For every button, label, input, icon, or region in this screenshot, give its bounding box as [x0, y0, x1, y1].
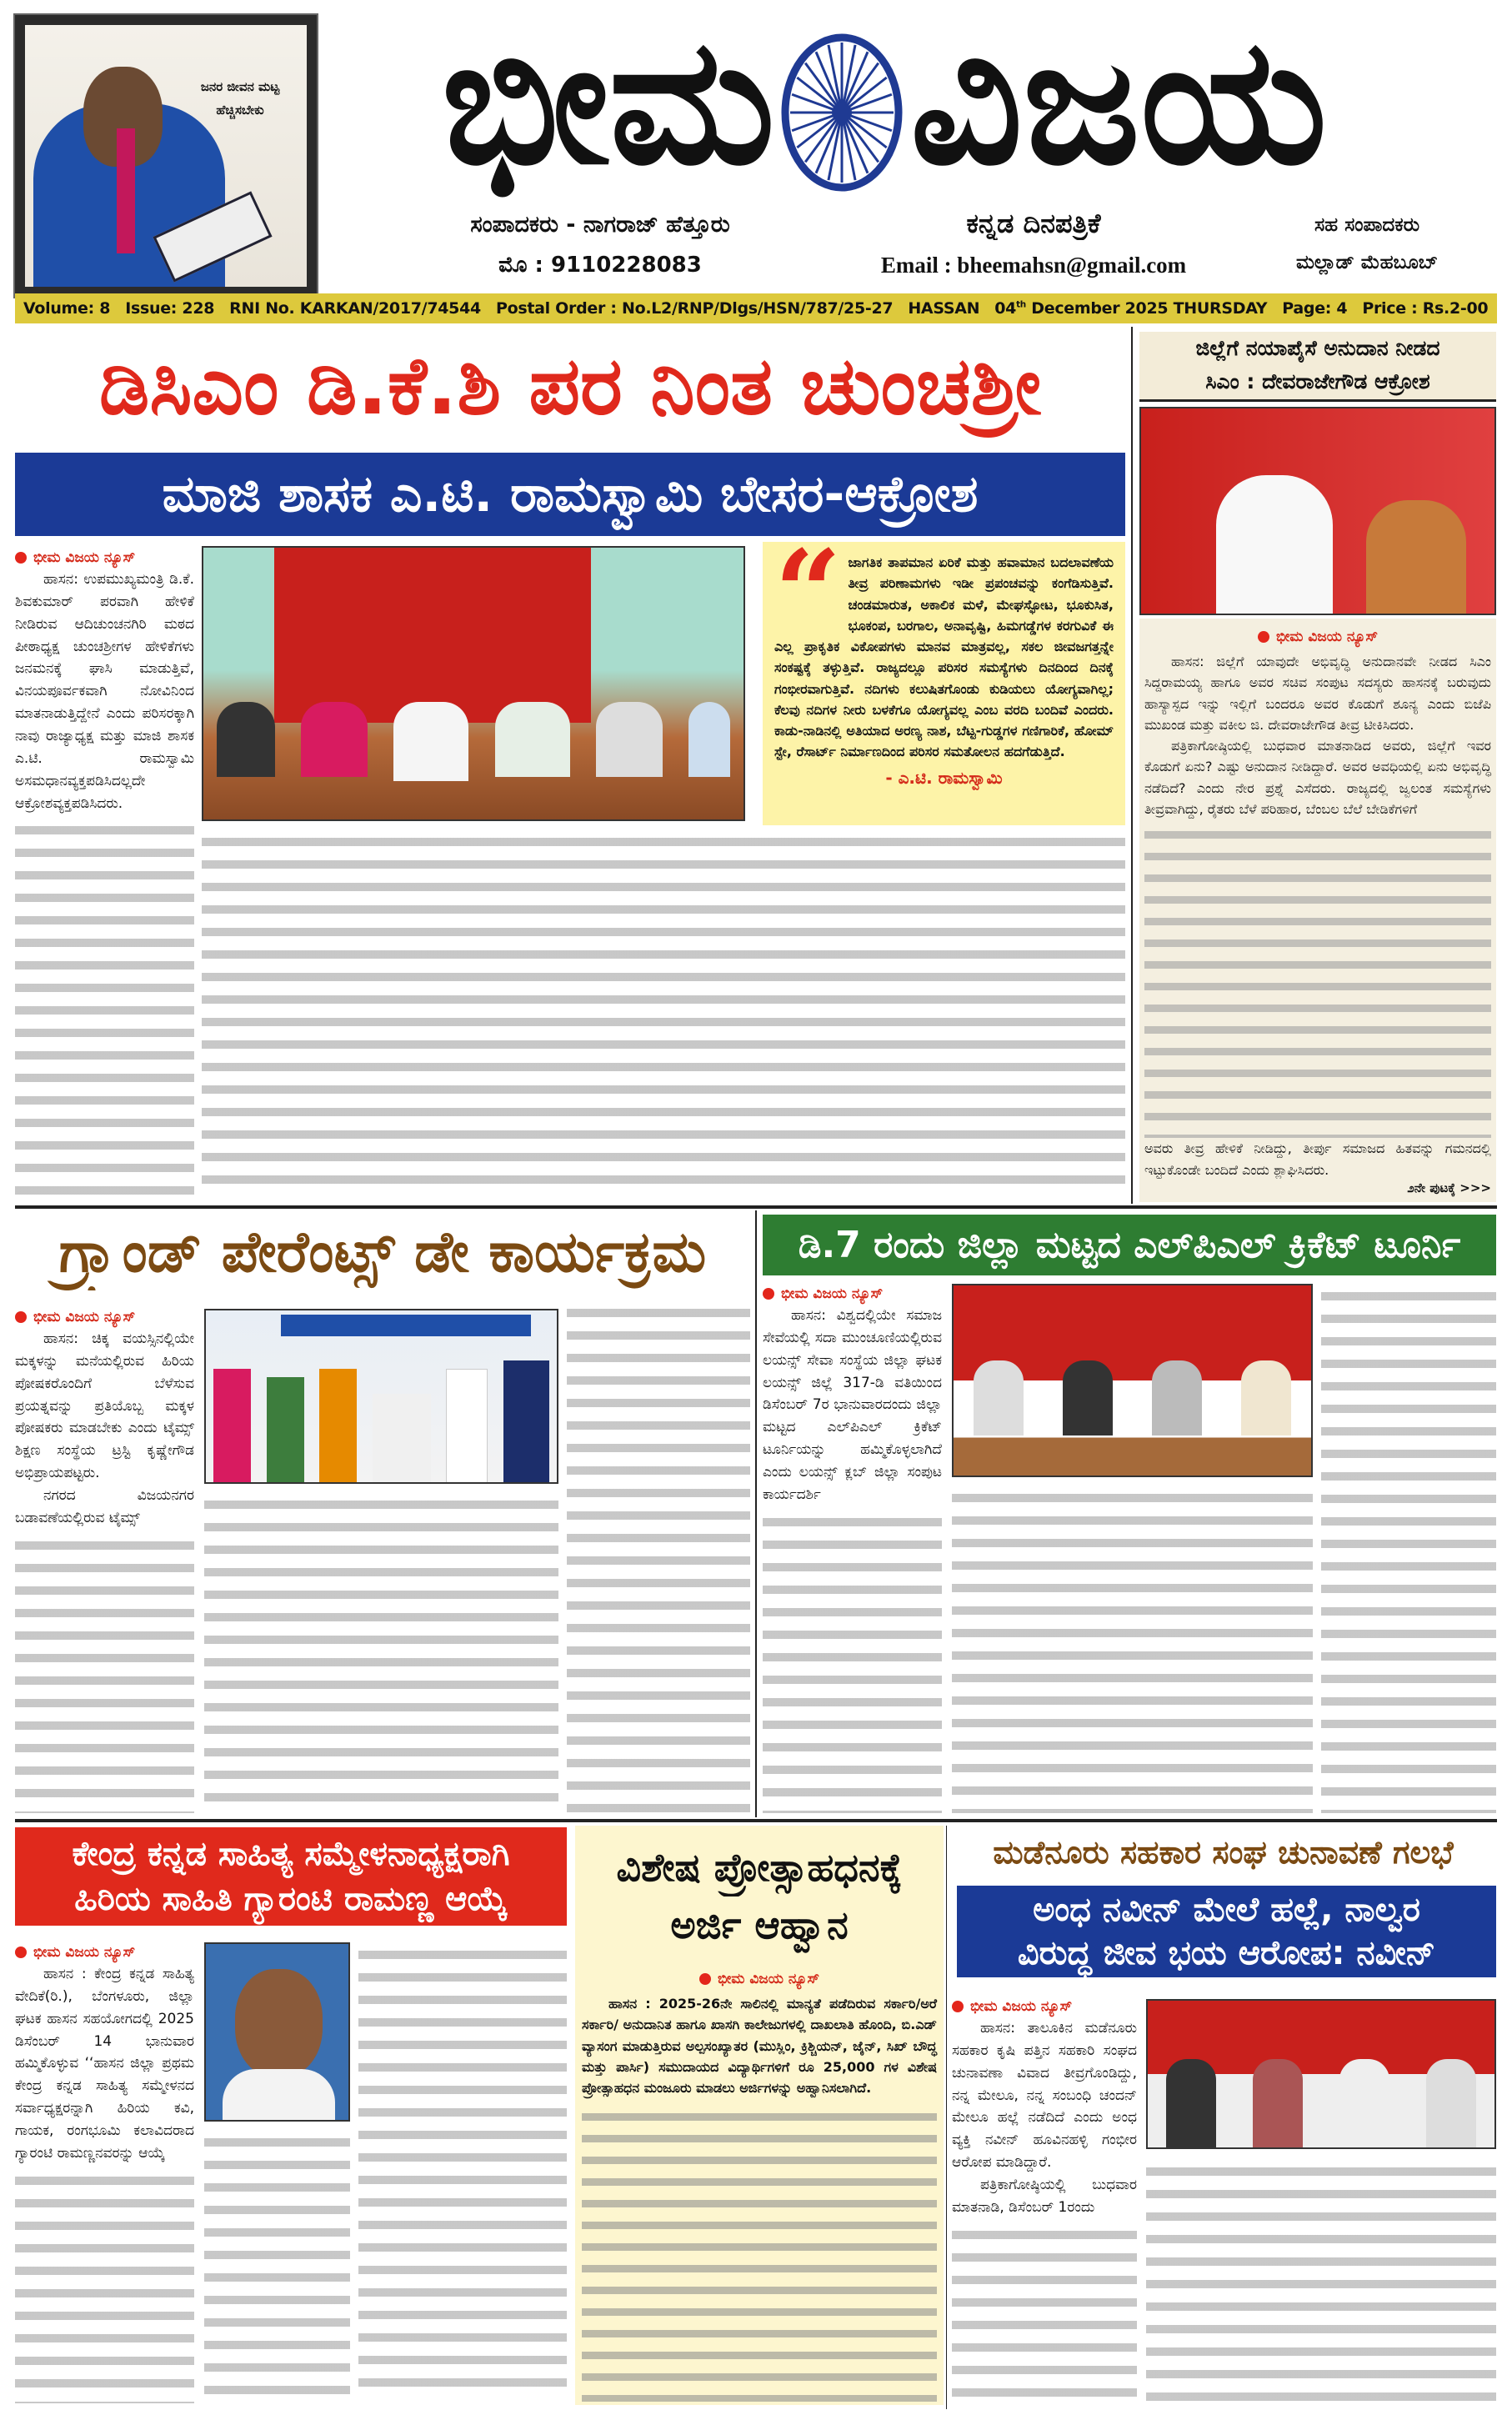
section-divider	[15, 1205, 1497, 1209]
lead-body: ಹಾಸನ: ಉಪಮುಖ್ಯಮಂತ್ರಿ ಡಿ.ಕೆ. ಶಿವಕುಮಾರ್ ಪರವಾಗಿ ಹೇಳಿಕೆ ನೀಡಿರುವ ಆದಿಚುಂಚನಗಿರಿ ಮಠದ ಪೀಠಾಧ್ಯಕ್ಷ ಚುಂಚಶ್ರೀಗಳ ಹೇಳಿಕೆಗಳು ಜನಮನಕ್ಕೆ ಘಾಸಿ ಮಾಡುತ್ತಿವೆ, ವಿನಯಪೂರ್ವಕವಾಗಿ ನೋವಿನಿಂದ ಮಾತನಾಡುತ್ತಿದ್ದೇನೆ ಎಂದು ಪರಿಸರಕ್ಕಾಗಿ ನಾವು ರಾಜ್ಯಾಧ್ಯಕ್ಷ ಮತ್ತು ಮಾಜಿ ಶಾಸಕ ಎ.ಟಿ. ರಾಮಸ್ವಾಮಿ ಅಸಮಧಾನವ್ಯಕ್ತಪಡಿಸಿದಲ್ಲದೇ ಆಕ್ರೋಶವ್ಯಕ್ತಪಡಿಸಿದರು.	[15, 571, 194, 812]
sidebar-body-end: ಅವರು ತೀವ್ರ ಹೇಳಿಕೆ ನೀಡಿದ್ದು, ತೀರ್ಪು ಸಮಾಜದ ಹಿತವನ್ನು ಗಮನದಲ್ಲಿ ಇಟ್ಟುಕೊಂಡೇ ಬಂದಿದೆ ಎಂದು ಶ್ಲಾಘಿಸಿದರು.	[1144, 1140, 1491, 1178]
lpl-body-continued	[763, 1510, 942, 1813]
price: Price : Rs.2-00	[1362, 299, 1489, 318]
volume: Volume: 8	[23, 299, 111, 318]
madenur-headline: ಮಡೆನೂರು ಸಹಕಾರ ಸಂಘ ಚುನಾವಣೆ ಗಲಭೆ	[993, 1834, 1454, 1871]
byline: ಭೀಮ ವಿಜಯ ನ್ಯೂಸ್	[763, 1282, 942, 1305]
sidebar-headline: ಜಿಲ್ಲೆಗೆ ನಯಾಪೈಸೆ ಅನುದಾನ ನೀಡದ ಸಿಎಂ : ದೇವರಾಜೇಗೌಡ ಆಕ್ರೋಶ	[1139, 332, 1496, 402]
city: HASSAN	[908, 299, 980, 318]
masthead-title-left: ಭೀಮ	[441, 15, 775, 203]
red-dot-icon	[699, 1973, 711, 1985]
lead-subhead: ಮಾಜಿ ಶಾಸಕ ಎ.ಟಿ. ರಾಮಸ್ವಾಮಿ ಬೇಸರ-ಆಕ್ರೋಶ	[15, 453, 1125, 536]
byline: ಭೀಮ ವಿಜಯ ನ್ಯೂಸ್	[15, 1305, 194, 1328]
ambedkar-portrait	[15, 15, 317, 297]
portrait-caption: ಜನರ ಜೀವನ ಮಟ್ಟ ಹೆಚ್ಚಿಸಬೇಕು	[200, 79, 280, 118]
rni-number: RNI No. KARKAN/2017/74544	[229, 299, 481, 318]
school-event-photo	[204, 1309, 558, 1484]
sahitya-column	[15, 1941, 194, 2403]
column-divider	[755, 1210, 757, 1817]
continued-link[interactable]: ೨ನೇ ಪುಟಕ್ಕೆ >>>	[1407, 1180, 1491, 1195]
ramanna-photo	[204, 1942, 350, 2122]
protsaha-headline: ವಿಶೇಷ ಪ್ರೋತ್ಸಾಹಧನಕ್ಕೆ ಅರ್ಜಿ ಆಹ್ವಾನ	[616, 1845, 903, 1947]
sidebar-photo	[1139, 407, 1496, 615]
sahitya-body-continued	[15, 2168, 194, 2403]
quote-author: - ಎ.ಟಿ. ರಾಮಸ್ವಾಮಿ	[885, 767, 1003, 788]
sidebar-body-continued	[1144, 823, 1491, 1138]
madenur-body: ಹಾಸನ: ತಾಲೂಕಿನ ಮಡೆನೂರು ಸಹಕಾರ ಕೃಷಿ ಪತ್ತಿನ ಸಹಕಾರಿ ಸಂಘದ ಚುನಾವಣಾ ವಿವಾದ ತೀವ್ರಗೊಂಡಿದ್ದು, ನನ್ನ ಮೇಲೂ, ನನ್ನ ಸಂಬಂಧಿ ಚಂದನ್ ಮೇಲೂ ಹಲ್ಲೆ ನಡೆದಿದೆ ಎಂದು ಅಂಧ ವ್ಯಕ್ತಿ ನವೀನ್ ಹೂವಿನಹಳ್ಳಿ ಗಂಭೀರ ಆರೋಪ ಮಾಡಿದ್ದಾರೆ. ಪತ್ರಿಕಾಗೋಷ್ಠಿಯಲ್ಲಿ ಬುಧವಾರ ಮಾತನಾಡಿ, ಡಿಸೆಂಬರ್ 1ರಂದು	[952, 2020, 1137, 2216]
madenur-columns	[1146, 2159, 1496, 2401]
press-meet-photo	[202, 546, 745, 821]
quote-text: ಜಾಗತಿಕ ತಾಪಮಾನ ಏರಿಕೆ ಮತ್ತು ಹವಾಮಾನ ಬದಲಾವಣೆಯ ತೀವ್ರ ಪರಿಣಾಮಗಳು ಇಡೀ ಪ್ರಪಂಚವನ್ನು ಕಂಗೆಡಿಸುತ್ತಿವೆ. ಚಂಡಮಾರುತ, ಅಕಾಲಿಕ ಮಳೆ, ಮೇಘಸ್ಫೋಟ, ಭೂಕುಸಿತ, ಭೂಕಂಪ, ಬರಗಾಲ, ಅನಾವೃಷ್ಟಿ, ಹಿಮಗಡ್ಡೆಗಳ ಕರಗುವಿಕೆ ಈ ಎಲ್ಲ ಪ್ರಾಕೃತಿಕ ವಿಕೋಪಗಳು ಮಾನವ ಮಾತ್ರವಲ್ಲ, ಸಕಲ ಜೀವಜಗತ್ತನ್ನೇ ಸಂಕಷ್ಟಕ್ಕೆ ತಳ್ಳುತ್ತಿವೆ. ರಾಜ್ಯದಲ್ಲೂ ಪರಿಸರ ಸಮಸ್ಯೆಗಳು ದಿನದಿಂದ ದಿನಕ್ಕೆ ಗಂಭೀರವಾಗುತ್ತಿವೆ. ನದಿಗಳು ಕಲುಷಿತಗೊಂಡು ಕುಡಿಯಲು ಯೋಗ್ಯವಾಗಿಲ್ಲ; ಕೆಲವು ನದಿಗಳ ನೀರು ಬಳಕೆಗೂ ಯೋಗ್ಯವಲ್ಲ ಎಂಬ ವರದಿ ಬಂದಿವೆ ಎಂದರು. ಕಾಡು-ನಾಡಿನಲ್ಲಿ ಅತಿಯಾದ ಅರಣ್ಯ ನಾಶ, ಬೆಟ್ಟ-ಗುಡ್ಡಗಳ ಗಣಿಗಾರಿಕೆ, ಹೋಮ್ ಸ್ಟೇ, ರೆಸಾರ್ಟ್ ನಿರ್ಮಾಣದಿಂದ ಪರಿಸರ ಸಮತೋಲನ ಹದಗೆಡುತ್ತಿದೆ.	[774, 554, 1114, 760]
sahitya-column-2	[358, 1942, 567, 2401]
page-number: Page: 4	[1282, 299, 1348, 318]
column-divider	[1131, 327, 1133, 1204]
info-bar	[15, 293, 1497, 323]
grandparents-columns	[204, 1492, 558, 1813]
sidebar-article: ಭೀಮ ವಿಜಯ ನ್ಯೂಸ್ ಹಾಸನ: ಜಿಲ್ಲೆಗೆ ಯಾವುದೇ ಅಭಿವೃದ್ಧಿ ಅನುದಾನವೇ ನೀಡದ ಸಿಎಂ ಸಿದ್ದರಾಮಯ್ಯ ಹಾಗೂ ಅವರ ಸಚಿವ ಸಂಪುಟ ಸದಸ್ಯರು ಹಾಸನಕ್ಕೆ ಬರುವುದು ಹಾಸ್ಯಾಸ್ಪದ ಇನ್ನು ಇಲ್ಲಿಗೆ ಬಂದರೂ ಅವರ ಕೊಡುಗೆ ಶೂನ್ಯ ಎಂದು ಬಿಜೆಪಿ ಮುಖಂಡ ಮತ್ತು ವಕೀಲ ಜಿ. ದೇವರಾಜೇಗೌಡ ತೀವ್ರ ಟೀಕಿಸಿದರು. ಪತ್ರಿಕಾಗೋಷ್ಠಿಯಲ್ಲಿ ಬುಧವಾರ ಮಾತನಾಡಿದ ಅವರು, ಜಿಲ್ಲೆಗೆ ಇವರ ಕೊಡುಗೆ ಏನು? ಎಷ್ಟು ಅನುದಾನ ನೀಡಿದ್ದಾರೆ. ಅವರ ಅವಧಿಯಲ್ಲಿ ಏನು ಅಭಿವೃದ್ಧಿ ನಡೆದಿದೆ? ಎಂದು ನೇರ ಪ್ರಶ್ನೆ ಎಸೆದರು. ರಾಜ್ಯದಲ್ಲಿ ಜ್ವಲಂತ ಸಮಸ್ಯೆಗಳು ತೀವ್ರವಾಗಿದ್ದು, ರೈತರು ಬೆಳೆ ಪರಿಹಾರ, ಬೆಂಬಲ ಬೆಲೆ ಬೇಡಿಕೆಗಳಿಗೆ ಅವರು ತೀವ್ರ ಹೇಳಿಕೆ ನೀಡಿದ್ದು, ತೀರ್ಪು ಸಮಾಜದ ಹಿತವನ್ನು ಗಮನದಲ್ಲಿ ಇಟ್ಟುಕೊಂಡೇ ಬಂದಿದೆ ಎಂದು ಶ್ಲಾಘಿಸಿದರು. ೨ನೇ ಪುಟಕ್ಕೆ >>>	[1139, 619, 1496, 1202]
lpl-body: ಹಾಸನ: ವಿಶ್ವದಲ್ಲಿಯೇ ಸಮಾಜ ಸೇವೆಯಲ್ಲಿ ಸದಾ ಮುಂಚೂಣಿಯಲ್ಲಿರುವ ಲಯನ್ಸ್ ಸೇವಾ ಸಂಸ್ಥೆಯ ಜಿಲ್ಲಾ ಘಟಕ ಲಯನ್ಸ್ ಜಿಲ್ಲೆ 317-ಡಿ ವತಿಯಿಂದ ಡಿಸೆಂಬರ್ 7ರ ಭಾನುವಾರದಂದು ಜಿಲ್ಲಾ ಮಟ್ಟದ ಎಲ್‌ಪಿಎಲ್ ಕ್ರಿಕೆಟ್ ಟೂರ್ನಿಯನ್ನು ಹಮ್ಮಿಕೊಳ್ಳಲಾಗಿದೆ ಎಂದು ಲಯನ್ಸ್ ಕ್ಲಬ್ ಜಿಲ್ಲಾ ಸಂಪುಟ ಕಾರ್ಯದರ್ಶಿ	[763, 1307, 942, 1503]
lpl-columns	[952, 1486, 1313, 1813]
lead-body-continued	[15, 818, 194, 1196]
sahitya-body: ಹಾಸನ : ಕೇಂದ್ರ ಕನ್ನಡ ಸಾಹಿತ್ಯ ವೇದಿಕೆ(ರಿ.), ಬೆಂಗಳೂರು, ಜಿಲ್ಲಾ ಘಟಕ ಹಾಸನ ಸಹಯೋಗದಲ್ಲಿ 2025 ಡಿಸೆಂಬರ್ 14 ಭಾನುವಾರ ಹಮ್ಮಿಕೊಳ್ಳುವ ‘‘ಹಾಸನ ಜಿಲ್ಲಾ ಪ್ರಥಮ ಕೇಂದ್ರ ಕನ್ನಡ ಸಾಹಿತ್ಯ ಸಮ್ಮೇಳನದ ಸರ್ವಾಧ್ಯಕ್ಷರನ್ನಾಗಿ ಹಿರಿಯ ಕವಿ, ಗಾಯಕ, ರಂಗಭೂಮಿ ಕಲಾವಿದರಾದ ಗ್ಯಾರಂಟಿ ರಾಮಣ್ಣನವರನ್ನು ಆಯ್ಕೆ	[15, 1966, 194, 2162]
byline: ಭೀಮ ವಿಜಯ ನ್ಯೂಸ್	[575, 1967, 944, 1990]
byline: ಭೀಮ ವಿಜಯ ನ್ಯೂಸ್	[15, 546, 194, 569]
lead-headline: ಡಿಸಿಎಂ ಡಿ.ಕೆ.ಶಿ ಪರ ನಿಂತ ಚುಂಚಶ್ರೀ	[98, 339, 1042, 433]
lpl-press-photo	[952, 1284, 1313, 1477]
lead-column	[15, 546, 194, 1196]
column-divider	[946, 1826, 947, 2409]
madenur-body-continued	[952, 2222, 1137, 2403]
red-dot-icon	[15, 552, 27, 564]
quote-mark-icon: “	[774, 542, 842, 662]
date: 04th December 2025 THURSDAY	[994, 299, 1268, 318]
red-dot-icon	[763, 1288, 774, 1300]
lpl-column-4	[1321, 1284, 1496, 1813]
lpl-column	[763, 1282, 942, 1813]
sahitya-headline: ಕೇಂದ್ರ ಕನ್ನಡ ಸಾಹಿತ್ಯ ಸಮ್ಮೇಳನಾಧ್ಯಕ್ಷರಾಗಿ ಹಿರಿಯ ಸಾಹಿತಿ ಗ್ಯಾರಂಟಿ ರಾಮಣ್ಣ ಆಯ್ಕೆ	[15, 1827, 567, 1926]
protsaha-body-continued	[582, 2105, 937, 2402]
quote-box	[763, 542, 1125, 825]
protsaha-article	[575, 1826, 944, 2405]
grandparents-body: ಹಾಸನ: ಚಿಕ್ಕ ವಯಸ್ಸಿನಲ್ಲಿಯೇ ಮಕ್ಕಳನ್ನು ಮನೆಯಲ್ಲಿರುವ ಹಿರಿಯ ಪೋಷಕರೊಂದಿಗೆ ಬೆಳೆಸುವ ಪ್ರಯತ್ನವನ್ನು ಪ್ರತಿಯೊಬ್ಬ ಮಕ್ಕಳ ಪೋಷಕರು ಮಾಡಬೇಕು ಎಂದು ಟೈಮ್ಸ್ ಶಿಕ್ಷಣ ಸಂಸ್ಥೆಯ ಟ್ರಸ್ಟಿ ಕೃಷ್ಣೇಗೌಡ ಅಭಿಪ್ರಾಯಪಟ್ಟರು. ನಗರದ ವಿಜಯನಗರ ಬಡಾವಣೆಯಲ್ಲಿರುವ ಟೈಮ್ಸ್	[15, 1330, 194, 1526]
section-divider	[15, 1819, 1497, 1822]
lead-body-columns	[202, 829, 1125, 1196]
issue: Issue: 228	[125, 299, 215, 318]
red-dot-icon	[15, 1311, 27, 1323]
madenur-press-photo	[1146, 1999, 1496, 2149]
coeditor-label: ಸಹ ಸಂಪಾದಕರು	[1314, 214, 1420, 236]
tagline: ಕನ್ನಡ ದಿನಪತ್ರಿಕೆ	[966, 208, 1101, 239]
byline: ಭೀಮ ವಿಜಯ ನ್ಯೂಸ್	[1144, 625, 1491, 648]
masthead-title-right: ವಿಜಯ	[910, 15, 1328, 203]
byline: ಭೀಮ ವಿಜಯ ನ್ಯೂಸ್	[15, 1941, 194, 1963]
ashoka-chakra-icon	[779, 33, 904, 192]
madenur-column	[952, 1995, 1137, 2403]
madenur-subhead: ಅಂಧ ನವೀನ್ ಮೇಲೆ ಹಲ್ಲೆ, ನಾಲ್ವರ ವಿರುದ್ಧ ಜೀವ ಭಯ ಆರೋಪ: ನವೀನ್	[957, 1886, 1496, 1977]
byline: ಭೀಮ ವಿಜಯ ನ್ಯೂಸ್	[952, 1995, 1137, 2017]
grandparents-column	[15, 1305, 194, 1813]
protsaha-body: ಹಾಸನ : 2025-26ನೇ ಸಾಲಿನಲ್ಲಿ ಮಾನ್ಯತೆ ಪಡೆದಿರುವ ಸರ್ಕಾರಿ/ಅರೆ ಸರ್ಕಾರಿ/ ಅನುದಾನಿತ ಹಾಗೂ ಖಾಸಗಿ ಕಾಲೇಜುಗಳಲ್ಲಿ ದಾಖಲಾತಿ ಹೊಂದಿ, ಬಿ.ಎಡ್ ವ್ಯಾಸಂಗ ಮಾಡುತ್ತಿರುವ ಅಲ್ಪಸಂಖ್ಯಾತರ (ಮುಸ್ಲಿಂ, ಕ್ರಿಶ್ಚಿಯನ್, ಜೈನ್, ಸಿಖ್ ಬೌದ್ಧ ಮತ್ತು ಪಾರ್ಸಿ) ಸಮುದಾಯದ ವಿದ್ಯಾರ್ಥಿಗಳಿಗೆ ರೂ 25,000 ಗಳ ವಿಶೇಷ ಪ್ರೋತ್ಸಾಹಧನ ಮಂಜೂರು ಮಾಡಲು ಅರ್ಜಿಗಳನ್ನು ಅಹ್ವಾನಿಸಲಾಗಿದೆ.	[582, 1996, 937, 2097]
editor-phone: ಮೊ : 9110228083	[498, 253, 702, 278]
red-dot-icon	[952, 2001, 964, 2012]
postal-order: Postal Order : No.L2/RNP/Dlgs/HSN/787/25-27	[495, 299, 894, 318]
grandparents-body-continued	[15, 1533, 194, 1813]
editor-name: ಸಂಪಾದಕರು - ನಾಗರಾಜ್ ಹೆತ್ತೂರು	[470, 212, 730, 238]
red-dot-icon	[15, 1947, 27, 1958]
lpl-headline: ಡಿ.7 ರಂದು ಜಿಲ್ಲಾ ಮಟ್ಟದ ಎಲ್‌ಪಿಎಲ್ ಕ್ರಿಕೆಟ್ ಟೂರ್ನಿ	[763, 1215, 1496, 1275]
red-dot-icon	[1258, 631, 1269, 643]
grandparents-headline: ಗ್ರ್ಯಾಂಡ್ ಪೇರೆಂಟ್ಸ್ ಡೇ ಕಾರ್ಯಕ್ರಮ	[58, 1220, 707, 1285]
sahitya-column-photo-below	[204, 2130, 350, 2401]
coeditor-name: ಮಲ್ಲಾಡ್ ಮೆಹಬೂಬ್	[1296, 252, 1438, 273]
grandparents-column-3	[567, 1300, 750, 1813]
email: Email : bheemahsn@gmail.com	[880, 253, 1187, 278]
